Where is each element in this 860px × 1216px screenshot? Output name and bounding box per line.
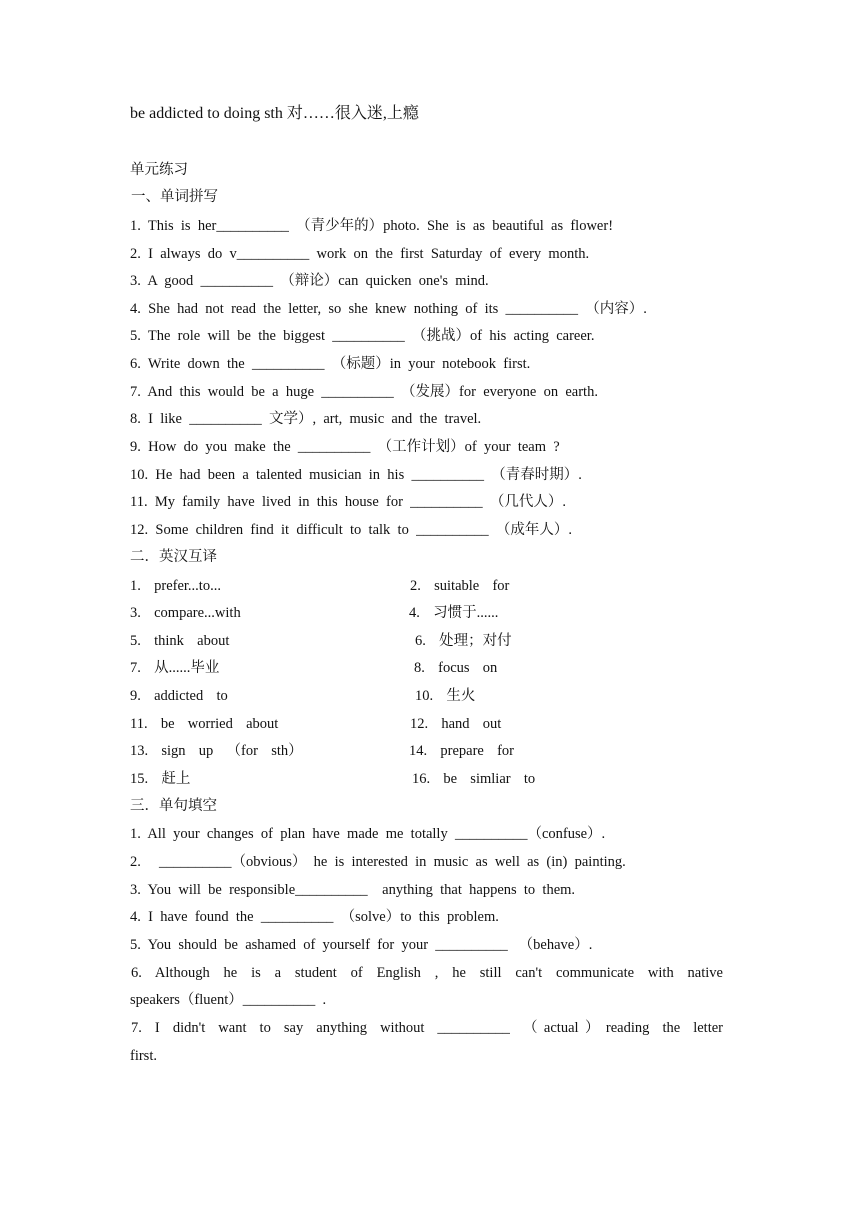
spelling-item: 9. How do you make the __________ （工作计划）of your team ? [130,439,560,455]
translation-item: 10. 生火 [415,688,476,704]
spelling-item: 11. My family have lived in this house for __________ （几代人）. [130,494,567,510]
translation-item: 7. 从......毕业 [130,660,220,676]
translation-item: 2. suitable for [410,578,510,594]
spelling-item: 1. This is her__________ （青少年的）photo. She is as beautiful as flower! [130,218,614,234]
fill-in-item: 5. You should be ashamed of yourself for your __________ （behave）. [130,937,593,953]
spelling-item: 10. He had been a talented musician in his __________ （青春时期）. [130,467,582,483]
translation-item: 14. prepare for [409,743,514,759]
fill-in-item: 3. You will be responsible__________ anything that happens to them. [130,882,576,898]
translation-item: 12. hand out [410,716,502,732]
fill-in-item-6-line2: speakers（fluent）__________ . [130,992,327,1008]
translation-item: 9. addicted to [130,688,228,704]
section2-heading: 二．英汉互译 [130,549,217,565]
section1-heading: 一、单词拼写 [131,189,218,205]
top-phrase: be addicted to doing sth 对……很入迷,上瘾 [130,105,419,122]
fill-in-item-6-line1: 6. Although he is a student of English , he still can't communicate with native [131,965,723,981]
spelling-item: 3. A good __________ （辩论）can quicken one's mind. [130,273,489,289]
translation-item: 15. 赶上 [130,771,191,787]
translation-item: 6. 处理；对付 [415,633,512,649]
fill-in-item: 4. I have found the __________ （solve）to this problem. [130,909,499,925]
fill-in-item: 1. All your changes of plan have made me totally __________（confuse）. [130,826,606,842]
translation-item: 1. prefer...to... [130,578,221,594]
spelling-item: 5. The role will be the biggest __________ （挑战）of his acting career. [130,328,595,344]
fill-in-item: 2. __________（obvious） he is interested in music as well as (in) painting. [130,854,626,870]
translation-item: 3. compare...with [130,605,241,621]
spelling-item: 12. Some children find it difficult to talk to __________ （成年人）. [130,522,572,538]
translation-item: 11. be worried about [130,716,279,732]
spelling-item: 8. I like __________ 文学）, art, music and the travel. [130,411,482,427]
fill-in-item-7-line2: first. [130,1048,157,1064]
spelling-item: 6. Write down the __________ （标题）in your notebook first. [130,356,531,372]
spelling-item: 4. She had not read the letter, so she knew nothing of its __________ （内容）. [130,301,647,317]
translation-item: 8. focus on [414,660,498,676]
spelling-item: 2. I always do v__________ work on the first Saturday of every month. [130,246,590,262]
fill-in-item-7-line1: 7. I didn't want to say anything without __________ （actual）reading the letter [131,1020,723,1036]
spelling-item: 7. And this would be a huge __________ （发展）for everyone on earth. [130,384,598,400]
translation-item: 16. be simliar to [412,771,536,787]
section3-heading: 三．单句填空 [130,798,217,814]
unit-title: 单元练习 [130,162,188,178]
translation-item: 13. sign up （for sth） [130,743,303,759]
translation-item: 4. 习惯于...... [409,605,499,621]
translation-item: 5. think about [130,633,230,649]
